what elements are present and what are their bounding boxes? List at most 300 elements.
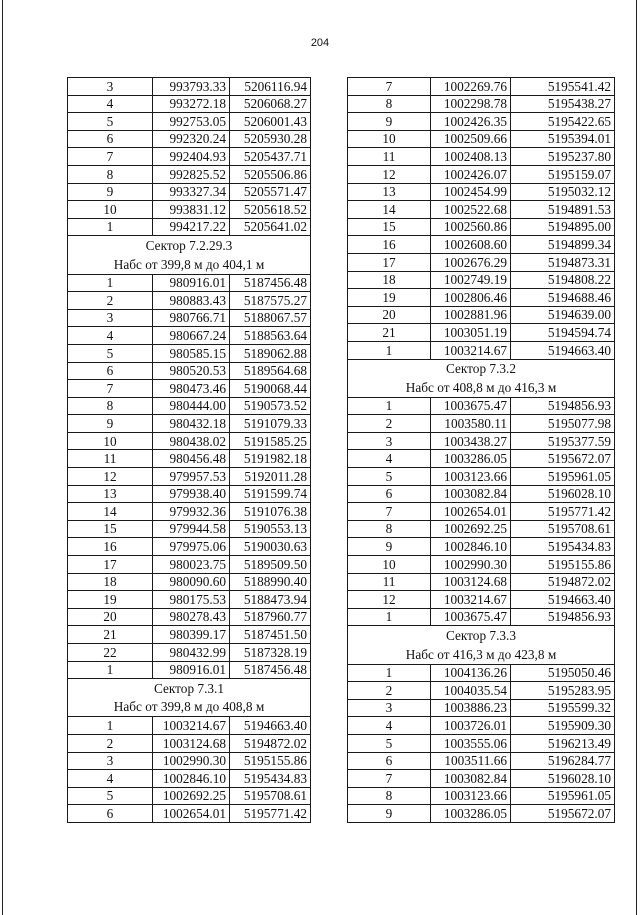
- table-row: [348, 538, 615, 556]
- y-coordinate: 5195050.46: [511, 664, 615, 682]
- table-row: [348, 752, 615, 770]
- table-row: [348, 520, 615, 538]
- x-coordinate: 1002509.66: [431, 130, 511, 148]
- table-row: [348, 113, 615, 131]
- point-number: 6: [348, 752, 431, 770]
- y-coordinate: 5191079.33: [230, 415, 311, 433]
- point-number: 9: [68, 183, 153, 201]
- y-coordinate: 5195961.05: [511, 787, 615, 805]
- y-coordinate: 5194639.00: [511, 306, 615, 324]
- point-number: 10: [348, 556, 431, 574]
- x-coordinate: 1003051.19: [431, 324, 511, 342]
- x-coordinate: 1002298.78: [431, 95, 511, 113]
- point-number: 15: [348, 218, 431, 236]
- x-coordinate: 1002990.30: [153, 752, 230, 770]
- table-row: [68, 432, 311, 450]
- point-number: 2: [348, 415, 431, 433]
- x-coordinate: 1003726.01: [431, 717, 511, 735]
- x-coordinate: 1002654.01: [153, 805, 230, 823]
- table-row: [348, 432, 615, 450]
- sector-title: Сектор 7.3.1: [68, 679, 311, 698]
- x-coordinate: 980432.99: [153, 644, 230, 662]
- x-coordinate: 1002846.10: [153, 770, 230, 788]
- y-coordinate: 5206116.94: [230, 78, 311, 96]
- table-row: [348, 397, 615, 415]
- table-row: [68, 734, 311, 752]
- point-number: 21: [68, 626, 153, 644]
- point-number: 17: [68, 556, 153, 574]
- x-coordinate: 1003123.66: [431, 468, 511, 486]
- point-number: 1: [348, 341, 431, 359]
- point-number: 16: [68, 538, 153, 556]
- y-coordinate: 5195434.83: [230, 770, 311, 788]
- table-row: [348, 664, 615, 682]
- point-number: 1: [348, 608, 431, 626]
- sector-height-range: Набс от 399,8 м до 408,8 м: [68, 698, 311, 717]
- y-coordinate: 5191585.25: [230, 432, 311, 450]
- x-coordinate: 993831.12: [153, 201, 230, 219]
- x-coordinate: 1002692.25: [431, 520, 511, 538]
- y-coordinate: 5195283.95: [511, 682, 615, 700]
- point-number: 4: [68, 327, 153, 345]
- x-coordinate: 1002990.30: [431, 556, 511, 574]
- y-coordinate: 5191982.18: [230, 450, 311, 468]
- y-coordinate: 5206068.27: [230, 95, 311, 113]
- point-number: 14: [68, 503, 153, 521]
- table-row: [68, 362, 311, 380]
- x-coordinate: 1002408.13: [431, 148, 511, 166]
- table-row: [68, 415, 311, 433]
- point-number: 4: [348, 450, 431, 468]
- x-coordinate: 980456.48: [153, 450, 230, 468]
- coordinates-table-right: [347, 77, 615, 823]
- y-coordinate: 5192011.28: [230, 468, 311, 486]
- point-number: 7: [68, 380, 153, 398]
- x-coordinate: 980766.71: [153, 309, 230, 327]
- x-coordinate: 1003675.47: [431, 397, 511, 415]
- table-row: [348, 717, 615, 735]
- table-row: [68, 538, 311, 556]
- y-coordinate: 5205506.86: [230, 165, 311, 183]
- y-coordinate: 5195961.05: [511, 468, 615, 486]
- y-coordinate: 5194872.02: [511, 573, 615, 591]
- sector-header-row: [68, 679, 311, 698]
- x-coordinate: 992404.93: [153, 148, 230, 166]
- x-coordinate: 1002654.01: [431, 503, 511, 521]
- x-coordinate: 980175.53: [153, 591, 230, 609]
- table-row: [348, 734, 615, 752]
- point-number: 6: [68, 362, 153, 380]
- table-row: [68, 556, 311, 574]
- point-number: 18: [68, 573, 153, 591]
- x-coordinate: 1003675.47: [431, 608, 511, 626]
- x-coordinate: 992320.24: [153, 130, 230, 148]
- point-number: 1: [68, 717, 153, 735]
- point-number: 1: [68, 661, 153, 679]
- table-row: [348, 218, 615, 236]
- point-number: 4: [348, 717, 431, 735]
- table-row: [348, 183, 615, 201]
- y-coordinate: 5195438.27: [511, 95, 615, 113]
- table-row: [348, 289, 615, 307]
- x-coordinate: 1003214.67: [431, 591, 511, 609]
- sector-header-row: [348, 626, 615, 645]
- x-coordinate: 1003123.66: [431, 787, 511, 805]
- x-coordinate: 1003286.05: [431, 805, 511, 823]
- table-row: [348, 468, 615, 486]
- table-row: [68, 148, 311, 166]
- table-row: [68, 573, 311, 591]
- y-coordinate: 5195237.80: [511, 148, 615, 166]
- point-number: 2: [68, 734, 153, 752]
- sector-title: Сектор 7.3.2: [348, 359, 615, 378]
- point-number: 7: [68, 148, 153, 166]
- table-row: [68, 344, 311, 362]
- y-coordinate: 5191599.74: [230, 485, 311, 503]
- point-number: 5: [68, 787, 153, 805]
- y-coordinate: 5191076.38: [230, 503, 311, 521]
- table-row: [348, 787, 615, 805]
- table-row: [68, 520, 311, 538]
- y-coordinate: 5194891.53: [511, 201, 615, 219]
- sector-title: Сектор 7.3.3: [348, 626, 615, 645]
- sector-height-range: Набс от 408,8 м до 416,3 м: [348, 378, 615, 397]
- y-coordinate: 5195032.12: [511, 183, 615, 201]
- point-number: 1: [68, 274, 153, 292]
- x-coordinate: 1003438.27: [431, 432, 511, 450]
- y-coordinate: 5194808.22: [511, 271, 615, 289]
- y-coordinate: 5195708.61: [230, 787, 311, 805]
- table-row: [348, 253, 615, 271]
- point-number: 8: [348, 520, 431, 538]
- y-coordinate: 5195155.86: [230, 752, 311, 770]
- y-coordinate: 5195422.65: [511, 113, 615, 131]
- x-coordinate: 1002522.68: [431, 201, 511, 219]
- x-coordinate: 979938.40: [153, 485, 230, 503]
- sector-title: Сектор 7.2.29.3: [68, 236, 311, 255]
- table-row: [68, 805, 311, 823]
- point-number: 5: [348, 734, 431, 752]
- scan-border-left: [2, 0, 3, 915]
- y-coordinate: 5188067.57: [230, 309, 311, 327]
- y-coordinate: 5194872.02: [230, 734, 311, 752]
- sector-range-row: [348, 378, 615, 397]
- y-coordinate: 5195434.83: [511, 538, 615, 556]
- table-row: [68, 503, 311, 521]
- table-row: [68, 309, 311, 327]
- table-row: [68, 292, 311, 310]
- y-coordinate: 5194663.40: [511, 341, 615, 359]
- sector-range-row: [68, 255, 311, 274]
- x-coordinate: 1003124.68: [431, 573, 511, 591]
- y-coordinate: 5195077.98: [511, 415, 615, 433]
- y-coordinate: 5195155.86: [511, 556, 615, 574]
- y-coordinate: 5195599.32: [511, 699, 615, 717]
- table-row: [68, 661, 311, 679]
- x-coordinate: 980399.17: [153, 626, 230, 644]
- point-number: 3: [348, 432, 431, 450]
- x-coordinate: 1002692.25: [153, 787, 230, 805]
- x-coordinate: 993272.18: [153, 95, 230, 113]
- x-coordinate: 980438.02: [153, 432, 230, 450]
- x-coordinate: 980023.75: [153, 556, 230, 574]
- table-row: [348, 148, 615, 166]
- y-coordinate: 5206001.43: [230, 113, 311, 131]
- x-coordinate: 1004136.26: [431, 664, 511, 682]
- y-coordinate: 5195909.30: [511, 717, 615, 735]
- point-number: 1: [348, 664, 431, 682]
- table-row: [68, 201, 311, 219]
- sector-height-range: Набс от 416,3 м до 423,8 м: [348, 645, 615, 664]
- scan-border-right: [636, 0, 637, 915]
- table-row: [348, 271, 615, 289]
- table-row: [68, 165, 311, 183]
- point-number: 5: [68, 344, 153, 362]
- y-coordinate: 5194688.46: [511, 289, 615, 307]
- coordinates-table-left: [67, 77, 311, 823]
- point-number: 6: [348, 485, 431, 503]
- y-coordinate: 5195394.01: [511, 130, 615, 148]
- x-coordinate: 1003214.67: [153, 717, 230, 735]
- y-coordinate: 5205437.71: [230, 148, 311, 166]
- table-row: [68, 218, 311, 236]
- point-number: 8: [348, 787, 431, 805]
- x-coordinate: 1002269.76: [431, 78, 511, 96]
- point-number: 18: [348, 271, 431, 289]
- y-coordinate: 5195541.42: [511, 78, 615, 96]
- point-number: 13: [348, 183, 431, 201]
- x-coordinate: 979957.53: [153, 468, 230, 486]
- table-row: [68, 752, 311, 770]
- sector-height-range: Набс от 399,8 м до 404,1 м: [68, 255, 311, 274]
- point-number: 3: [68, 752, 153, 770]
- page-number: 204: [310, 37, 330, 49]
- x-coordinate: 1002749.19: [431, 271, 511, 289]
- table-row: [68, 183, 311, 201]
- y-coordinate: 5189509.50: [230, 556, 311, 574]
- table-row: [68, 770, 311, 788]
- y-coordinate: 5194873.31: [511, 253, 615, 271]
- x-coordinate: 992753.05: [153, 113, 230, 131]
- y-coordinate: 5190573.52: [230, 397, 311, 415]
- table-row: [348, 770, 615, 788]
- x-coordinate: 980667.24: [153, 327, 230, 345]
- x-coordinate: 1002881.96: [431, 306, 511, 324]
- x-coordinate: 980520.53: [153, 362, 230, 380]
- x-coordinate: 980916.01: [153, 661, 230, 679]
- point-number: 9: [348, 538, 431, 556]
- x-coordinate: 993793.33: [153, 78, 230, 96]
- x-coordinate: 980916.01: [153, 274, 230, 292]
- y-coordinate: 5195672.07: [511, 450, 615, 468]
- y-coordinate: 5194856.93: [511, 397, 615, 415]
- point-number: 10: [68, 432, 153, 450]
- x-coordinate: 979975.06: [153, 538, 230, 556]
- x-coordinate: 979944.58: [153, 520, 230, 538]
- table-row: [348, 573, 615, 591]
- x-coordinate: 1003214.67: [431, 341, 511, 359]
- point-number: 11: [348, 148, 431, 166]
- y-coordinate: 5195159.07: [511, 165, 615, 183]
- table-row: [348, 415, 615, 433]
- point-number: 1: [348, 397, 431, 415]
- point-number: 3: [68, 78, 153, 96]
- y-coordinate: 5195672.07: [511, 805, 615, 823]
- point-number: 22: [68, 644, 153, 662]
- point-number: 7: [348, 770, 431, 788]
- point-number: 3: [348, 699, 431, 717]
- table-row: [68, 717, 311, 735]
- x-coordinate: 1004035.54: [431, 682, 511, 700]
- y-coordinate: 5194663.40: [511, 591, 615, 609]
- point-number: 12: [348, 165, 431, 183]
- x-coordinate: 1002846.10: [431, 538, 511, 556]
- point-number: 17: [348, 253, 431, 271]
- point-number: 15: [68, 520, 153, 538]
- point-number: 9: [68, 415, 153, 433]
- y-coordinate: 5196028.10: [511, 485, 615, 503]
- x-coordinate: 1003124.68: [153, 734, 230, 752]
- x-coordinate: 980473.46: [153, 380, 230, 398]
- table-row: [348, 341, 615, 359]
- point-number: 4: [68, 770, 153, 788]
- x-coordinate: 980432.18: [153, 415, 230, 433]
- y-coordinate: 5195771.42: [511, 503, 615, 521]
- point-number: 1: [68, 218, 153, 236]
- point-number: 21: [348, 324, 431, 342]
- y-coordinate: 5195708.61: [511, 520, 615, 538]
- point-number: 5: [348, 468, 431, 486]
- point-number: 12: [68, 468, 153, 486]
- y-coordinate: 5194663.40: [230, 717, 311, 735]
- table-row: [68, 626, 311, 644]
- y-coordinate: 5196028.10: [511, 770, 615, 788]
- x-coordinate: 1003511.66: [431, 752, 511, 770]
- point-number: 7: [348, 78, 431, 96]
- y-coordinate: 5187456.48: [230, 274, 311, 292]
- x-coordinate: 994217.22: [153, 218, 230, 236]
- x-coordinate: 1003082.84: [431, 770, 511, 788]
- table-row: [348, 324, 615, 342]
- table-row: [68, 95, 311, 113]
- table-row: [348, 165, 615, 183]
- point-number: 14: [348, 201, 431, 219]
- y-coordinate: 5194895.00: [511, 218, 615, 236]
- sector-header-row: [348, 359, 615, 378]
- y-coordinate: 5196213.49: [511, 734, 615, 752]
- table-row: [68, 468, 311, 486]
- table-row: [348, 306, 615, 324]
- x-coordinate: 992825.52: [153, 165, 230, 183]
- table-row: [348, 130, 615, 148]
- x-coordinate: 1003082.84: [431, 485, 511, 503]
- point-number: 2: [348, 682, 431, 700]
- table-row: [348, 95, 615, 113]
- x-coordinate: 1002608.60: [431, 236, 511, 254]
- point-number: 12: [348, 591, 431, 609]
- x-coordinate: 1002426.07: [431, 165, 511, 183]
- y-coordinate: 5189062.88: [230, 344, 311, 362]
- x-coordinate: 993327.34: [153, 183, 230, 201]
- point-number: 8: [68, 165, 153, 183]
- sector-header-row: [68, 236, 311, 255]
- table-row: [348, 805, 615, 823]
- table-row: [68, 327, 311, 345]
- y-coordinate: 5194899.34: [511, 236, 615, 254]
- point-number: 16: [348, 236, 431, 254]
- x-coordinate: 1003555.06: [431, 734, 511, 752]
- y-coordinate: 5188473.94: [230, 591, 311, 609]
- y-coordinate: 5189564.68: [230, 362, 311, 380]
- y-coordinate: 5187328.19: [230, 644, 311, 662]
- point-number: 20: [348, 306, 431, 324]
- table-row: [68, 130, 311, 148]
- table-row: [68, 591, 311, 609]
- sector-range-row: [68, 698, 311, 717]
- table-row: [68, 485, 311, 503]
- table-row: [348, 78, 615, 96]
- x-coordinate: 1002454.99: [431, 183, 511, 201]
- y-coordinate: 5190030.63: [230, 538, 311, 556]
- x-coordinate: 980585.15: [153, 344, 230, 362]
- x-coordinate: 1002560.86: [431, 218, 511, 236]
- table-row: [68, 380, 311, 398]
- y-coordinate: 5187456.48: [230, 661, 311, 679]
- y-coordinate: 5205641.02: [230, 218, 311, 236]
- y-coordinate: 5205571.47: [230, 183, 311, 201]
- table-row: [68, 608, 311, 626]
- point-number: 20: [68, 608, 153, 626]
- x-coordinate: 1003886.23: [431, 699, 511, 717]
- y-coordinate: 5205618.52: [230, 201, 311, 219]
- y-coordinate: 5190068.44: [230, 380, 311, 398]
- table-row: [348, 485, 615, 503]
- y-coordinate: 5196284.77: [511, 752, 615, 770]
- x-coordinate: 980278.43: [153, 608, 230, 626]
- point-number: 3: [68, 309, 153, 327]
- table-row: [348, 699, 615, 717]
- sector-range-row: [348, 645, 615, 664]
- point-number: 9: [348, 113, 431, 131]
- point-number: 10: [68, 201, 153, 219]
- x-coordinate: 1002676.29: [431, 253, 511, 271]
- table-row: [348, 450, 615, 468]
- point-number: 4: [68, 95, 153, 113]
- x-coordinate: 980444.00: [153, 397, 230, 415]
- point-number: 10: [348, 130, 431, 148]
- table-row: [348, 201, 615, 219]
- y-coordinate: 5195377.59: [511, 432, 615, 450]
- y-coordinate: 5195771.42: [230, 805, 311, 823]
- y-coordinate: 5188990.40: [230, 573, 311, 591]
- table-row: [68, 274, 311, 292]
- table-row: [348, 608, 615, 626]
- point-number: 19: [348, 289, 431, 307]
- table-row: [68, 397, 311, 415]
- point-number: 11: [348, 573, 431, 591]
- table-row: [348, 556, 615, 574]
- y-coordinate: 5194594.74: [511, 324, 615, 342]
- x-coordinate: 1002426.35: [431, 113, 511, 131]
- point-number: 9: [348, 805, 431, 823]
- point-number: 2: [68, 292, 153, 310]
- point-number: 11: [68, 450, 153, 468]
- x-coordinate: 1002806.46: [431, 289, 511, 307]
- point-number: 5: [68, 113, 153, 131]
- y-coordinate: 5187451.50: [230, 626, 311, 644]
- point-number: 8: [348, 95, 431, 113]
- point-number: 13: [68, 485, 153, 503]
